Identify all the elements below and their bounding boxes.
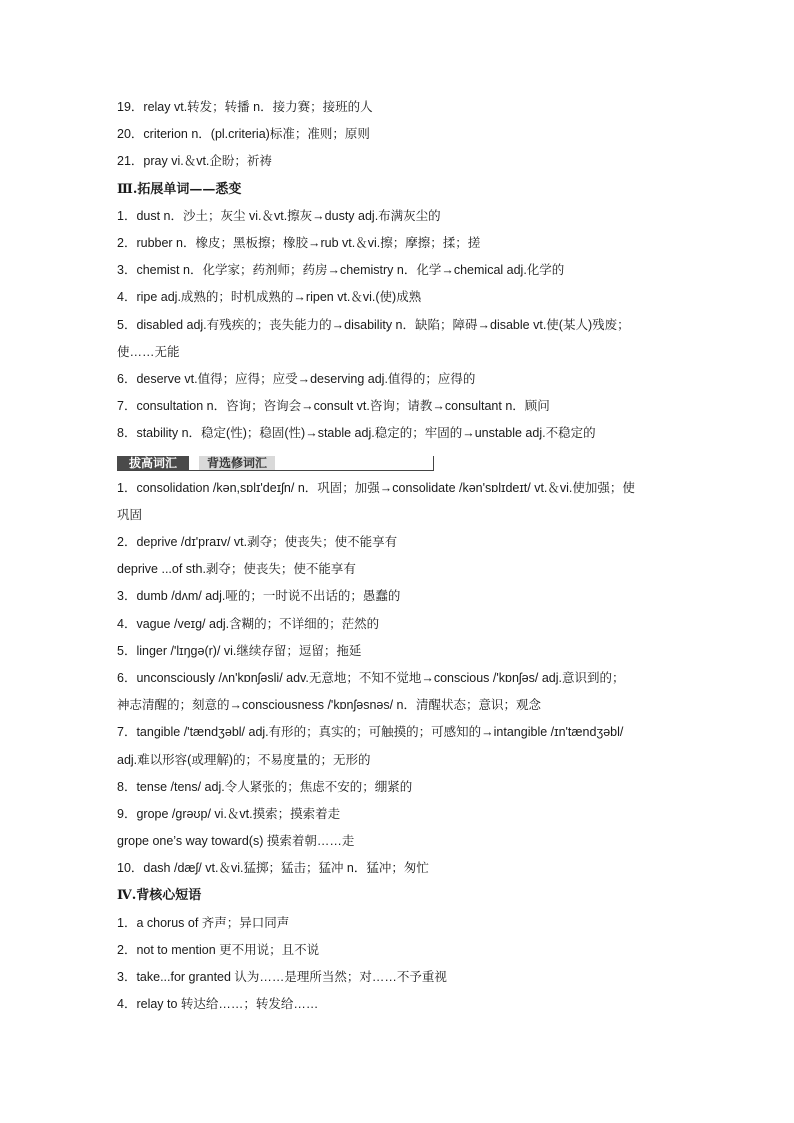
vocab-item-tangible: 7．tangible /'tændʒəbl/ adj.有形的；真实的；可触摸的；可感知的→intangible /ɪn'tændʒəbl/ <box>117 725 624 740</box>
phrase-item-take-for-granted: 3．take...for granted 认为……是理所当然；对……不予重视 <box>117 970 447 984</box>
vocab-item-chemist: 3．chemist n．化学家；药剂师；药房→chemistry n．化学→chemical adj.化学的 <box>117 263 565 278</box>
section-heading-expand-words: Ⅲ.拓展单词——悉变 <box>117 181 242 197</box>
banner-label-elective: 背选修词汇 <box>199 456 275 470</box>
banner-frame <box>117 456 434 471</box>
phrase-item-chorus: 1．a chorus of 齐声；异口同声 <box>117 915 290 930</box>
vocabulary-content <box>117 94 687 1018</box>
vocab-item-pray: 21．pray vi.＆vt.企盼；祈祷 <box>117 154 272 169</box>
section-banner <box>117 447 687 474</box>
vocab-item-disabled: 5．disabled adj.有残疾的；丧失能力的→disability n．缺陷；障碍→disable vt.使(某人)残废； <box>117 317 630 332</box>
vocab-item-ripe: 4．ripe adj.成熟的；时机成熟的→ripen vt.＆vi.(使)成熟 <box>117 290 422 305</box>
vocab-item-unconsciously: 6．unconsciously /ʌn'kɒnʃəsli/ adv.无意地；不知不觉地→conscious /'kɒnʃəs/ adj.意识到的； <box>117 670 625 685</box>
vocab-item-dash: 10．dash /dæʃ/ vt.＆vi.猛掷；猛击；猛冲 n．猛冲；匆忙 <box>117 861 429 876</box>
vocab-item-rubber: 2．rubber n．橡皮；黑板擦；橡胶→rub vt.＆vi.擦；摩擦；揉；搓 <box>117 235 481 250</box>
vocab-item-criterion: 20．criterion n．(pl.criteria)标准；准则；原则 <box>117 127 370 142</box>
vocab-item-grope-phrase: grope one’s way toward(s) 摸索着朝……走 <box>117 834 355 849</box>
vocab-item-disabled-cont: 使……无能 <box>117 344 180 359</box>
vocab-item-deprive-phrase: deprive ...of sth.剥夺；使丧失；使不能享有 <box>117 562 356 577</box>
vocab-item-tangible-cont: adj.难以形容(或理解)的；不易度量的；无形的 <box>117 752 371 767</box>
vocab-item-dust: 1．dust n．沙土；灰尘 vi.＆vt.擦灰→dusty adj.布满灰尘的 <box>117 208 441 223</box>
vocab-item-deserve: 6．deserve vt.值得；应得；应受→deserving adj.值得的；应得的 <box>117 371 476 386</box>
vocab-item-relay: 19．relay vt.转发；转播 n．接力赛；接班的人 <box>117 100 373 114</box>
vocab-item-consultation: 7．consultation n．咨询；咨询会→consult vt.咨询；请教→consultant n．顾问 <box>117 399 550 414</box>
vocab-item-linger: 5．linger /'lɪŋɡə(r)/ vi.继续存留；逗留；拖延 <box>117 643 362 658</box>
vocab-item-vague: 4．vague /veɪɡ/ adj.含糊的；不详细的；茫然的 <box>117 616 380 631</box>
section-heading-core-phrases: Ⅳ.背核心短语 <box>117 888 202 904</box>
vocab-item-stability: 8．stability n．稳定(性)；稳固(性)→stable adj.稳定的；牢固的→unstable adj.不稳定的 <box>117 426 596 441</box>
phrase-item-relay-to: 4．relay to 转达给……；转发给…… <box>117 997 319 1012</box>
vocab-item-dumb: 3．dumb /dʌm/ adj.哑的；一时说不出话的；愚蠢的 <box>117 589 401 604</box>
vocab-item-consolidation: 1．consolidation /kən,sɒlɪ'deɪʃn/ n．巩固；加强→consolidate /kən'sɒlɪdeɪt/ vt.＆vi.使加强；使 <box>117 480 635 495</box>
vocab-item-grope: 9．grope /ɡrəʊp/ vi.＆vt.摸索；摸索着走 <box>117 806 341 821</box>
banner-label-advanced: 拔高词汇 <box>117 456 189 470</box>
vocab-item-tense: 8．tense /tens/ adj.令人紧张的；焦虑不安的；绷紧的 <box>117 779 413 794</box>
vocab-item-unconsciously-cont: 神志清醒的；刻意的→consciousness /'kɒnʃəsnəs/ n．清醒状态；意识；观念 <box>117 698 542 713</box>
vocab-item-consolidation-cont: 巩固 <box>117 507 143 522</box>
vocab-item-deprive: 2．deprive /dɪ'praɪv/ vt.剥夺；使丧失；使不能享有 <box>117 535 398 549</box>
phrase-item-not-to-mention: 2．not to mention 更不用说；且不说 <box>117 942 320 957</box>
